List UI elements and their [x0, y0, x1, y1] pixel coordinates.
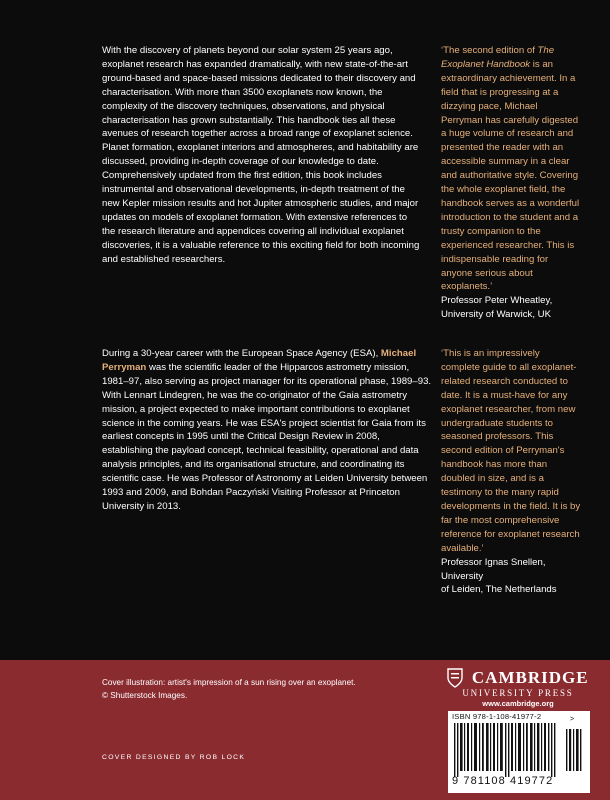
bio-lead: During a 30-year career with the European Space Agency (ESA), — [102, 348, 379, 359]
bio-rest: was the scientific leader of the Hipparcos astrometry mission, 1981–97, also serving as project manager for its operational phase, 1989–93. With Lennart Lindegren, he was the co-originator of the Gaia astrometry mission, a project expected to make important contributions to exoplanet science in the coming years. He was ESA's project scientist for Gaia from its earliest concepts in 1995 until the Critical Design Review in 2008, establishing the payload concept, technical feasibility, operational and data analysis principles, and its organisational structure, and coordinating its scientific case. He was Professor of Astronomy at Leiden University between 1993 and 2009, and Bohdan Paczyński Visiting Professor at Princeton University in 2013. — [102, 361, 432, 512]
addon-bars-icon — [566, 729, 584, 771]
quote-attribution — [441, 294, 581, 322]
endorsement-quote-2 — [441, 347, 581, 597]
author-biography — [102, 347, 432, 514]
quote-affiliation: of Leiden, The Netherlands — [441, 584, 557, 596]
quote-attribution — [441, 556, 581, 598]
quote-text: is an extraordinary achievement. In a field that is progressing at a dizzying pace, Michael Perryman has carefully digested a huge volume of research and presented the reader with an accessible summary in a clear and authoritative style. Covering the whole exoplanet field, the handbook serves as a wonderful introduction to the student and a trusty companion to the experienced researcher. This is indispensable reading for anyone serious about exoplanets.’ — [441, 58, 580, 293]
cover-credit — [102, 676, 432, 702]
crest-icon — [447, 668, 463, 688]
barcode-digits: 9 781108 419772 — [452, 775, 554, 787]
back-cover-blurb: With the discovery of planets beyond our solar system 25 years ago, exoplanet research has expanded dramatically, with new state-of-the-art ground-based and space-based missions dedicated to their discovery and characterisation. With more than 3500 exoplanets now known, the complexity of the discovery techniques, observations, and physical characterisation has grown substantially. This handbook ties all these avenues of research together across a broad range of exoplanet science. Planet formation, exoplanet interiors and atmospheres, and habitability are discussed, providing in-depth coverage of our knowledge to date. Comprehensively updated from the first edition, this book includes instrumental and observational developments, in-depth treatment of the new Kepler mission results and hot Jupiter atmospheric studies, and major updates on models of exoplanet formation. With extensive references to the research literature and appendices covering all individual exoplanet discoveries, it is a valuable reference to this exciting field for both incoming and established researchers. — [102, 45, 420, 265]
illustration-credit: Cover illustration: artist's impression of a sun rising over an exoplanet. — [102, 678, 356, 687]
publisher-logo — [443, 668, 593, 708]
quote-affiliation: University of Warwick, UK — [441, 309, 551, 321]
quote-open: ‘The second edition of — [441, 45, 535, 56]
addon-symbol: > — [570, 716, 575, 723]
endorsement-quote-1 — [441, 44, 581, 322]
book-title: The Exoplanet Handbook — [441, 45, 555, 70]
barcode-bars-icon — [454, 723, 560, 777]
quote-author: Professor Ignas Snellen, University — [441, 556, 546, 582]
isbn-label: ISBN 978-1-108-41977-2 — [452, 712, 542, 721]
copyright-credit: © Shutterstock Images. — [102, 691, 188, 700]
publisher-url: www.cambridge.org — [482, 699, 554, 708]
publisher-name: CAMBRIDGE — [471, 668, 589, 687]
publisher-press: UNIVERSITY PRESS — [462, 688, 574, 698]
quote-text: ‘This is an impressively complete guide to all exoplanet-related research conducted to date. It is a must-have for any exoplanet researcher, from new undergraduate students to seasoned professors. This second edition of Perryman's handbook has more than doubled in size, and is a testimony to the many rapid developments in the field. It is by far the most comprehensive reference for exoplanet research available.’ — [441, 348, 581, 554]
cover-designer: COVER DESIGNED BY ROB LOCK — [102, 754, 246, 761]
author-name: Michael Perryman — [102, 348, 417, 373]
isbn-barcode — [448, 711, 590, 793]
quote-author: Professor Peter Wheatley, — [441, 295, 553, 307]
